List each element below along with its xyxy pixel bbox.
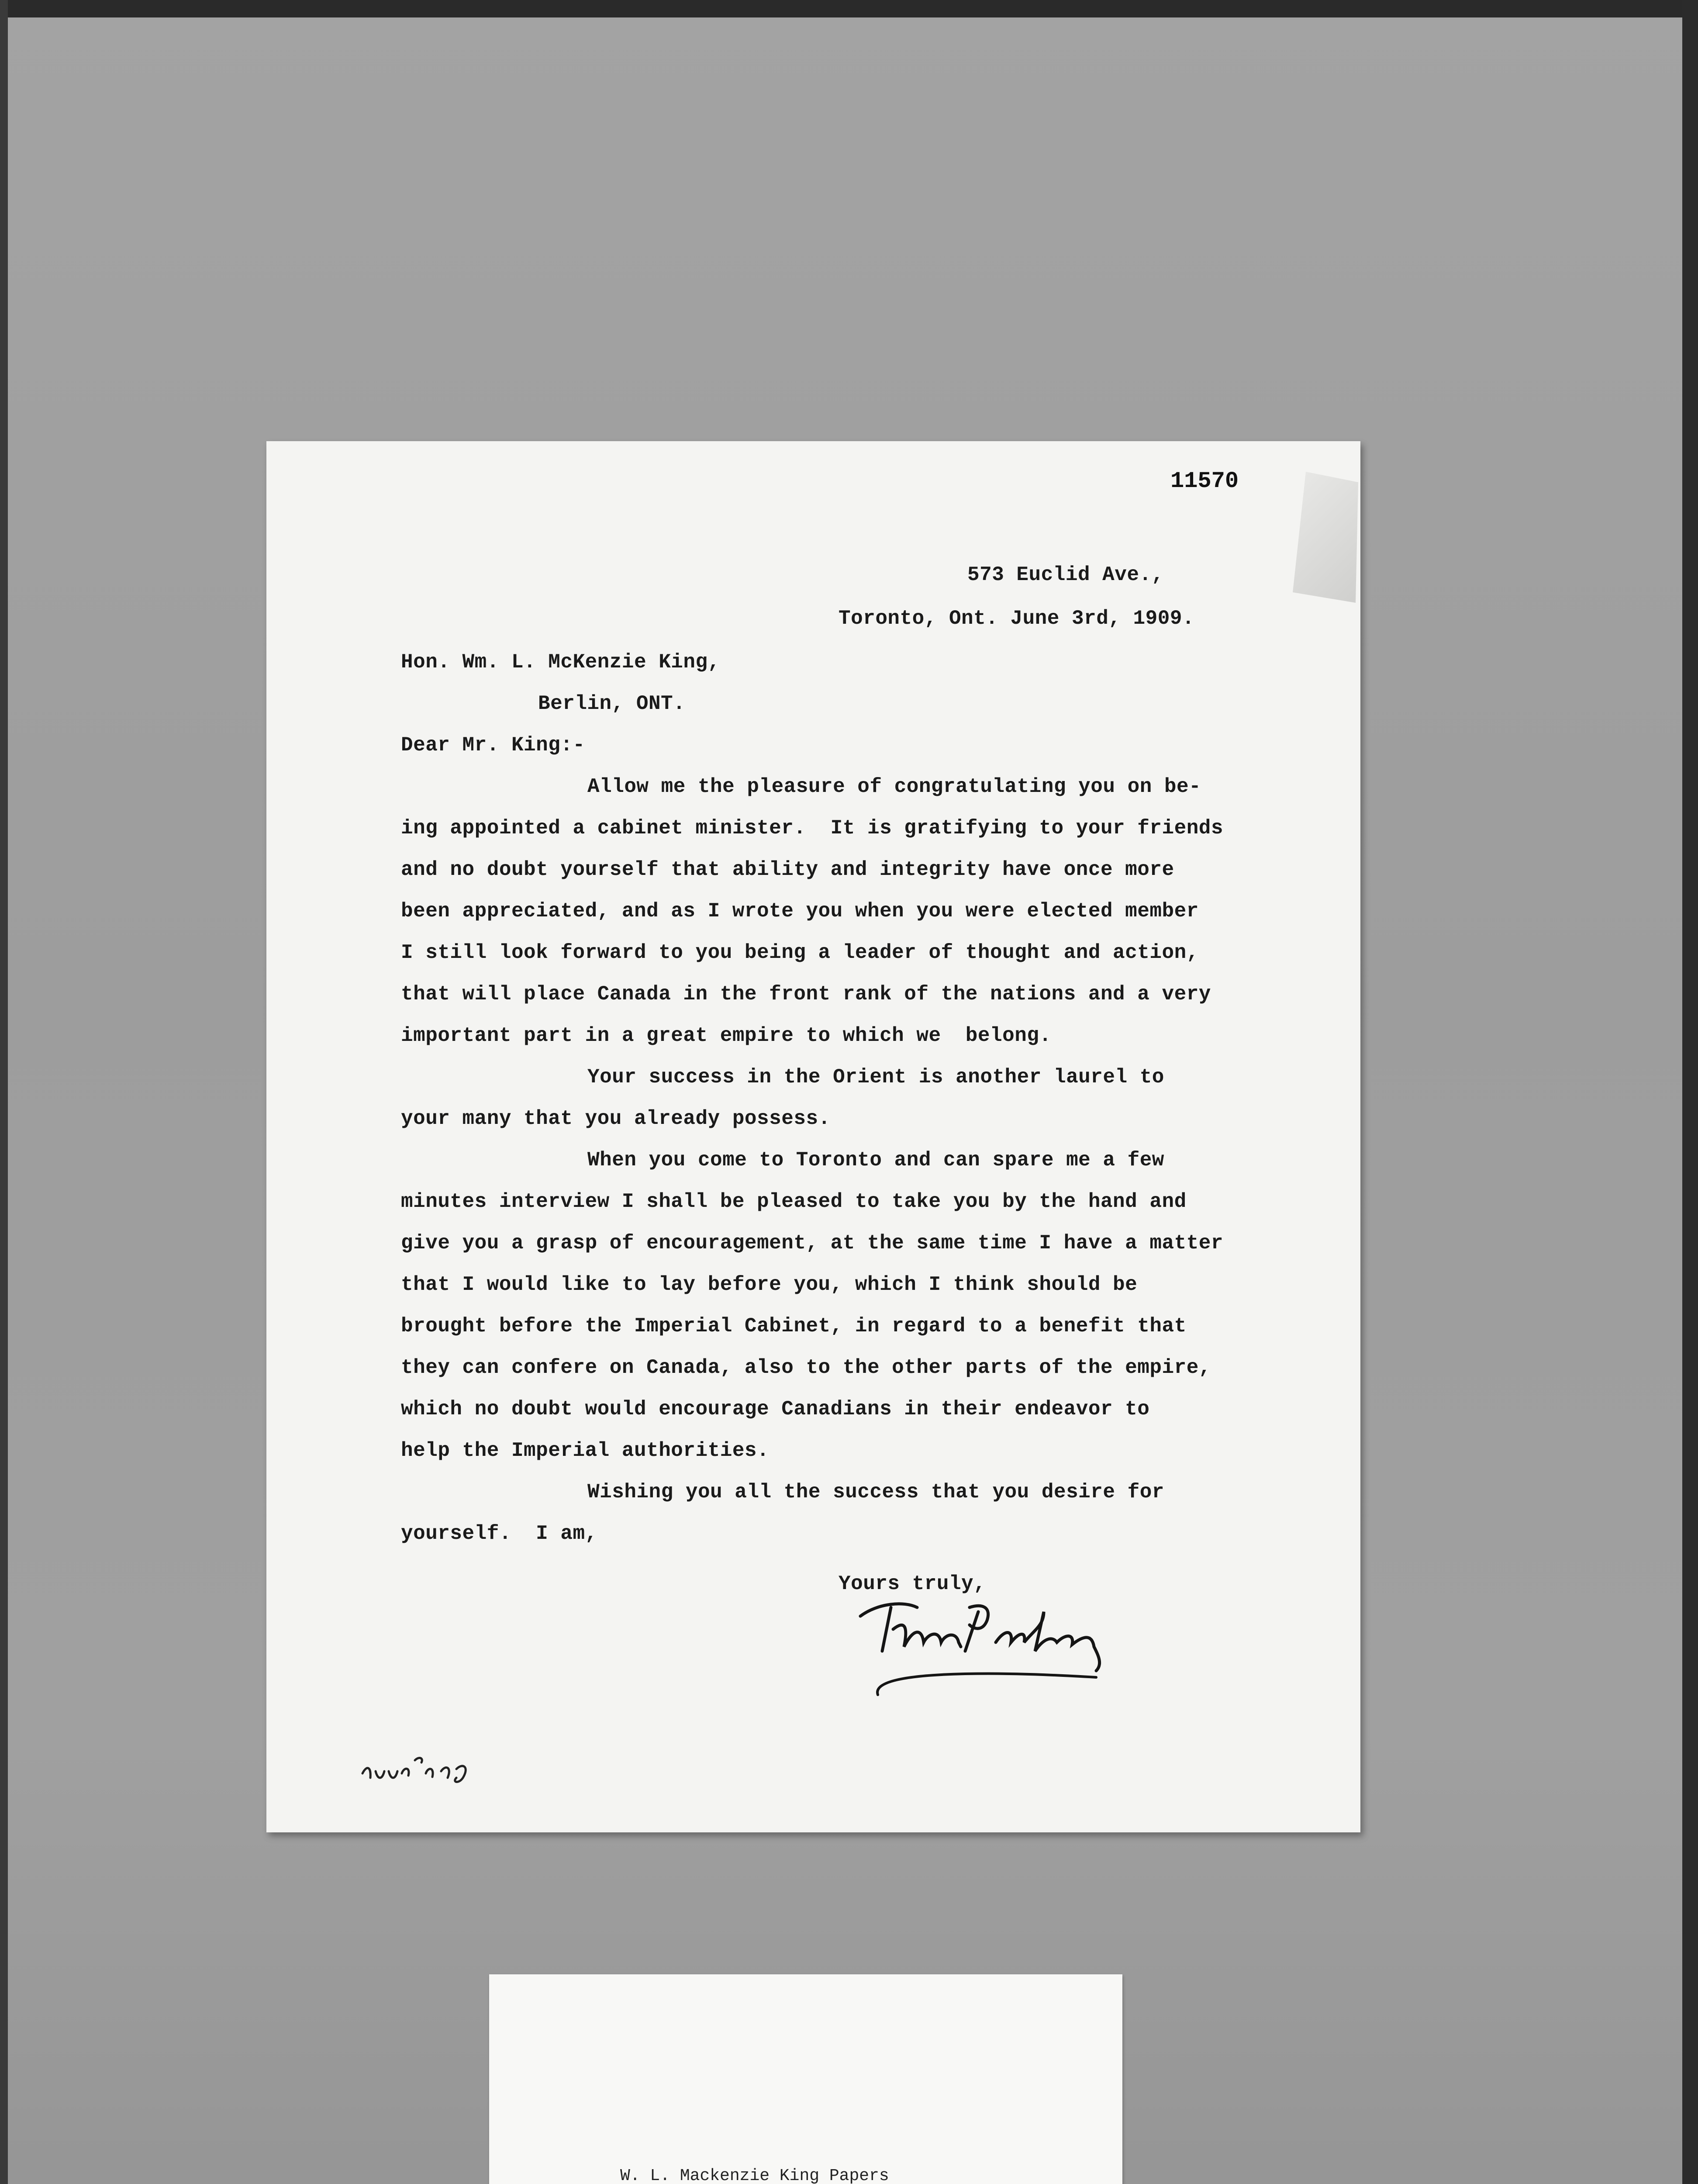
recipient-place: Berlin, ONT. [538, 692, 686, 715]
body-line: and no doubt yourself that ability and integrity have once more [401, 858, 1174, 881]
body-line: been appreciated, and as I wrote you when you were elected member [401, 900, 1199, 923]
recipient-name: Hon. Wm. L. McKenzie King, [401, 651, 720, 674]
body-line: Wishing you all the success that you desire for [587, 1481, 1164, 1503]
letter-page [266, 441, 1360, 1832]
sender-address: 573 Euclid Ave., [967, 563, 1164, 586]
collection-name: W. L. Mackenzie King Papers [620, 2167, 889, 2184]
handwritten-date-note [358, 1747, 489, 1787]
film-edge-top [0, 0, 1698, 17]
body-line: they can confere on Canada, also to the other parts of the empire, [401, 1356, 1211, 1379]
body-line: yourself. I am, [401, 1522, 597, 1545]
handwritten-signature [852, 1577, 1122, 1708]
body-line: Allow me the pleasure of congratulating you on be- [587, 775, 1201, 798]
body-line: When you come to Toronto and can spare me a few [587, 1149, 1164, 1171]
body-line: important part in a great empire to which we belong. [401, 1024, 1052, 1047]
body-line: give you a grasp of encouragement, at the same time I have a matter [401, 1232, 1224, 1254]
body-line: brought before the Imperial Cabinet, in regard to a benefit that [401, 1315, 1187, 1337]
body-line: that will place Canada in the front rank of the nations and a very [401, 983, 1211, 1006]
body-line: help the Imperial authorities. [401, 1439, 770, 1462]
body-line: ing appointed a cabinet minister. It is gratifying to your friends [401, 817, 1224, 840]
archive-label-card [489, 1974, 1122, 2184]
body-line: which no doubt would encourage Canadians in their endeavor to [401, 1398, 1150, 1420]
salutation: Dear Mr. King:- [401, 734, 585, 757]
document-number: 11570 [1170, 468, 1239, 494]
body-line: I still look forward to you being a leader of thought and action, [401, 941, 1199, 964]
closing: Yours truly, [839, 1572, 986, 1595]
body-line: Your success in the Orient is another laurel to [587, 1066, 1164, 1089]
film-edge-left [0, 0, 8, 2184]
body-line: minutes interview I shall be pleased to take you by the hand and [401, 1190, 1187, 1213]
body-line: that I would like to lay before you, which I think should be [401, 1273, 1138, 1296]
letter-date: Toronto, Ont. June 3rd, 1909. [839, 607, 1195, 630]
film-edge-right [1682, 0, 1698, 2184]
body-line: your many that you already possess. [401, 1107, 831, 1130]
